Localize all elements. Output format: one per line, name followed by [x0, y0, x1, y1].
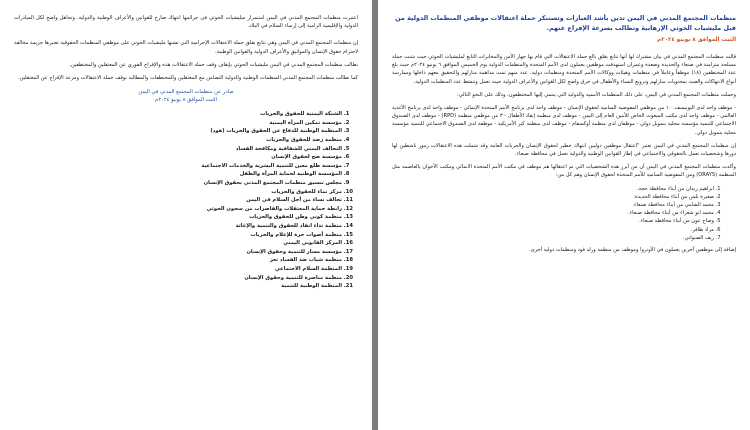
- list-item: 20. منظمة مناصرة للتنمية وحقوق الإنسان: [14, 274, 342, 283]
- detainee-names-list: [392, 185, 736, 242]
- signatory-organizations-list: [14, 110, 358, 290]
- statement-title: منظمات المجتمع المدني في اليمن تدين بأشد العبارات وتستنكر حملة اعتقالات موظفي المنظمات الدولية من قبل مليشيات الحوثي الإرهابية وتطالب بسرعة الإفراج عنهم.: [395, 14, 736, 32]
- list-item: 12. رابطة حماية المعتقلات والقاصرات من سجون الحوثي: [14, 205, 342, 214]
- document-page-right: [378, 0, 750, 430]
- list-item: 18. منظمة شباب ضد الفساد تعز: [14, 256, 342, 265]
- list-item: 5. التحالف اليمني للشفافية ومكافحة الفساد: [14, 145, 342, 154]
- paragraph: إن منظمات المجتمع المدني في اليمن تعتبر "اعتقال موظفين دوليين انتهاك خطير لحقوق الإنسان والحريات العامة وقد شملت هذه الاعتقالات رموز ناشطين لها دورها وشخصيات تعمل بالحقوقي والاجتماعي في إطار القوانين الوطنية والدولية تعمل في محافظة صنعاء.: [392, 142, 736, 158]
- paragraph: كما تطالب منظمات المجتمع المدني المنظمات الوطنية والدولية التضامن مع المعتقلين والمختطفات والمطالبة بوقف حملة الاعتقالات ومرعة الإفراج عن المعتقلين.: [17, 75, 358, 82]
- list-item: 5. وضاح عون من أبناء محافظة صنعاء.: [392, 217, 714, 225]
- list-item: 3. المنظمة الوطنية للدفاع عن الحقوق والحريات (هود): [14, 127, 342, 136]
- list-item: 4. منظمة رصد للحقوق والحريات: [14, 136, 342, 145]
- list-item: 21. المنظمة الوطنية للتنمية: [14, 282, 342, 291]
- list-item: 15. منظمة أصوات حرة للإعلام والحريات: [14, 231, 342, 240]
- page-right-content: [392, 14, 736, 430]
- list-item: 19. المنظمة السلام الاجتماعي: [14, 265, 342, 274]
- signatories-heading: صادر عن منظمات المجتمع المدني في اليمن: [138, 89, 234, 96]
- list-item: 9. مجلس تنسيق منظمات المجتمع المدني بحقوق الإنسان: [14, 179, 342, 188]
- list-item: 13. منظمة كوني وطن للحقوق والحريات: [14, 213, 342, 222]
- list-item: 8. المؤسسة الوطنية لحماية المرأة والطفل: [14, 170, 342, 179]
- document-page-left: [0, 0, 372, 430]
- list-item: 17. مؤسسة مسار للتنمية وحقوق الإنسان: [14, 248, 342, 257]
- list-item: 3. محمد الشامي من أبناء محافظة صنعاء.: [392, 201, 714, 209]
- paragraph: وحملت منظمات المجتمع المدني في اليمن، على ذلك المنظمات الأممية والدولية التي ينتمي إليها المختطفون، وذلك على النحو التالي:: [457, 91, 736, 98]
- paragraph: - موظف واحد لدى اليونيسف، ١٠ من موظفي المفوضية السامية لحقوق الإنسان - موظف واحد لدى برنامج الأمم المتحدة الإنمائي - موظف واحد لدى برنامج الأغذية العالمي - موظف واحد لدى مكتب المبعوث الخاص للأمين العام إلى اليمن - موظف لدى منظمة إنقاذ الأطفال - ٣ من موظفي منظمة (RPD) - موظف لدى الصندوق الاجتماعي للتنمية مؤسسة محلية بتمويل دولي - موظفان لدى منظمة أوكسفام - موظف لدى منظمة كير الأمريكية - موظفة لدى الصندوق الاجتماعي للتنمية مؤسسة محلية بتمويل دولي.: [392, 105, 736, 136]
- list-item: 11. تحالف نساء من أجل السلام في اليمن: [14, 196, 342, 205]
- list-item: 6. مؤسسة صح لحقوق الإنسان: [14, 153, 342, 162]
- list-item: 2. صغيرة بلس من أبناء محافظة الحديدة.: [392, 193, 714, 201]
- closing-paragraph: إضافة إلى موظفين آخرين يعملون في الأونروا وموظف من منظمة ورلد فود ومنظمات دولية أخرى.: [529, 247, 736, 254]
- paragraph: قالت منظمات المجتمع المدني في بيان مشترك لها أنها تتابع بقلق بالغ حملة الاعتقالات التي قام بها جهاز الأمن والمخابرات التابع لمليشيات الحوثي حيث شنت حملة مسلحة متزامنة في صنعاء والحديدة وصعدة وعمران استهدفت موظفين يعملون لدى الأمم المتحدة والمنظمات الدولية يوم الخميس الموافق ٦ يونيو ٢٠٢٤م حيث بلغ عدد المختطفين (١٨) موظفاً وعاملاً في منظمات وهيئات ووكالات الأمم المتحدة ومنظمات دولية. عدد منهم تمت مداهمة منازلهم والتحقيق معهم داخلها وممارسة أنواع الانتهاكات والعبث بمحتويات منازلهم وترويع النساء والأطفال في خرق واضح لكل القوانين والأعراف الدولية حيث تعمل وتنشط عدد المنظمات الدولية.: [392, 54, 736, 85]
- paragraph: وأكدت منظمات المجتمع المدني في اليمن أن من أبرز هذه الشخصيات التي تم اعتقالها هم موظف في مكتب الأمم المتحدة الانمائي ومكتب الأخوان بالعاصمة مثل المنظمة (ORAYS) ومن المفوضية السامية للأمم المتحدة لحقوق الإنسان وهم كل من:: [392, 164, 736, 179]
- list-item: 10. مركز نماء للحقوق والحريات: [14, 188, 342, 197]
- list-item: 6. مراد ظافر.: [392, 226, 714, 234]
- list-item: 7. زيف الصنواني.: [392, 234, 714, 242]
- list-item: 4. محمد ابو شعراء من أبناء محافظة صنعاء.: [392, 209, 714, 217]
- paragraph: إن منظمات المجتمع المدني في اليمن وهي تتابع بقلق حملة الاعتقالات الإجرامية التي تشنها مليشيات الحوثي على موظفي المنظمات الحقوقية تعتبرها جريمة مخالفة لاحترام حقوق الإنسان والمواثيق والأعراف الدولية والقوانين الوطنية.: [14, 40, 358, 55]
- list-item: 1. ابراهيم زيدان من أبناء محافظة حجة.: [392, 185, 714, 193]
- signatories-date: الثبت الموافق ٨ يونيو ٢٠٢٤م: [155, 97, 217, 104]
- list-item: 14. منظمة نداء انقاذ للحقوق والتنمية والإغاثة: [14, 222, 342, 231]
- statement-date: الثبت الموافق ٨ يونيو ٢٠٢٤م: [657, 37, 736, 43]
- list-item: 1. الشبكة اليمنية للحقوق والحريات: [14, 110, 342, 119]
- list-item: 7. مؤسسة ظلع معين للتنمية البشرية والخدمات الاجتماعية: [14, 162, 342, 171]
- list-item: 2. مؤسسة تمكين المرأة اليمنية: [14, 119, 342, 128]
- paragraph: تطالب منظمات المجتمع المدني في اليمن مليشيات الحوثي بإيقاف وقف حملة الاعتقالات هذه والإفراج الفوري عن المعتقلين والمختطفين.: [69, 61, 358, 68]
- page-left-content: [14, 14, 358, 430]
- list-item: 16. المركز القانوني اليمني: [14, 239, 342, 248]
- paragraph: اعتبرت منظمات المجتمع المدني في اليمن استمرار ميليشيات الحوثي في جرائمها انتهاك صارخ للقوانين والأعراف الوطنية والدولية، وتجاهل واضح لكل المبادرات الدولية والإقليمية الرامية إلى إرساء السلام في البلاد.: [14, 15, 358, 30]
